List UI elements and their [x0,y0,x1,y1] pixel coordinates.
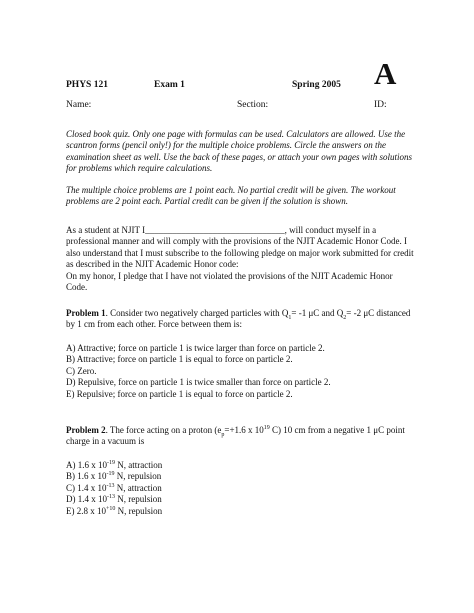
pledge-line-end: , will conduct myself in a [284,225,377,235]
option-a-prefix: A) 1.6 x 10 [66,459,107,470]
instructions-paragraph-2: The multiple choice problems are 1 point each. No partial credit will be given. The workout problems are 2 point each. Partial credit can be given if the solution is shown. [66,185,396,207]
problem-2 [66,425,416,517]
problem-2-option-c [66,483,416,494]
exam-version: A [374,56,397,91]
name-field-label: Name: [66,100,92,110]
instructions-paragraph-1: Closed book quiz. Only one page with formulas can be used. Calculators are allowed. Use the scantron forms (pencil only!) for the multiple choice problems. Circle the answers on the examination sheet as well. Use the back of these pages, or attach your own pages with solutions for problems which require calculations. [66,129,412,174]
option-b-exponent: -19 [106,471,115,478]
problem-2-text-c: C) 10 cm from a negative 1 μC point charge in a vacuum is [66,425,405,447]
problem-1-text-c: = -2 μC distanced by 1 cm from each other. Force between them is: [66,308,411,330]
option-d-suffix: N, repulsion [115,494,162,505]
pledge-statement [66,225,416,271]
problem-2-options [66,460,416,517]
honor-statement: On my honor, I pledge that I have not violated the provisions of the NJIT Academic Honor Code. [66,270,393,293]
problem-2-question [66,425,416,448]
problem-1-option-d: D) Repulsive, force on particle 1 is twice smaller than force on particle 2. [66,377,331,388]
option-b-suffix: N, repulsion [114,471,162,482]
option-d-exponent: -13 [107,494,115,501]
exam-term: Spring 2005 [292,80,341,90]
problem-1-question [66,308,416,331]
pledge-line-start: As a student at NJIT I [66,225,146,235]
problem-2-option-d [66,494,416,505]
option-a-exponent: -19 [107,459,115,466]
problem-1-option-c: C) Zero. [66,365,97,376]
problem-1-text-a: . Consider two negatively charged particles with Q [105,308,289,318]
pledge-signature-blank: _______________________________ [145,225,285,235]
option-b-prefix: B) 1.6 x 10 [66,471,107,482]
problem-2-label: Problem 2 [66,425,106,435]
problem-1-options [66,343,416,400]
problem-1 [66,308,416,400]
exam-number: Exam 1 [154,80,185,90]
problem-1-label: Problem 1 [66,308,106,318]
option-d-prefix: D) 1.4 x 10 [66,494,107,505]
ep-subscript: p [221,431,225,438]
problem-2-option-b [66,471,416,482]
option-c-suffix: N, attraction [114,482,162,493]
option-a-suffix: N, attraction [115,459,163,470]
id-field-label: ID: [374,100,387,110]
problem-2-text-b: =+1.6 x 10 [224,425,264,435]
honor-pledge [66,225,416,294]
problem-1-text-b: = -1 μC and Q [291,308,344,318]
course-code: PHYS 121 [66,80,108,90]
problem-1-option-b: B) Attractive; force on particle 1 is equal to force on particle 2. [66,354,293,365]
option-e-suffix: N, repulsion [115,505,163,516]
section-field-label: Section: [237,100,269,110]
option-e-exponent: +10 [106,505,116,512]
charge-exponent: 19 [263,425,270,431]
q2-subscript: 2 [343,314,347,321]
problem-2-option-a [66,460,416,471]
q1-subscript: 1 [288,314,292,321]
option-c-prefix: C) 1.4 x 10 [66,482,107,493]
problem-2-text-a: . The force acting on a proton (e [105,425,222,435]
pledge-text: professional manner and will comply with the provisions of the NJIT Academic Honor Code. I also understand that I must subscribe to the following pledge on major work submitted for credit as described in the NJIT Academic Honor code: [66,236,414,270]
problem-1-option-e: E) Repulsive; force on particle 1 is equal to force on particle 2. [66,388,293,399]
option-e-prefix: E) 2.8 x 10 [66,505,106,516]
problem-2-option-e [66,506,416,517]
problem-1-option-a: A) Attractive; force on particle 1 is twice larger than force on particle 2. [66,342,325,353]
option-c-exponent: -13 [106,482,115,489]
